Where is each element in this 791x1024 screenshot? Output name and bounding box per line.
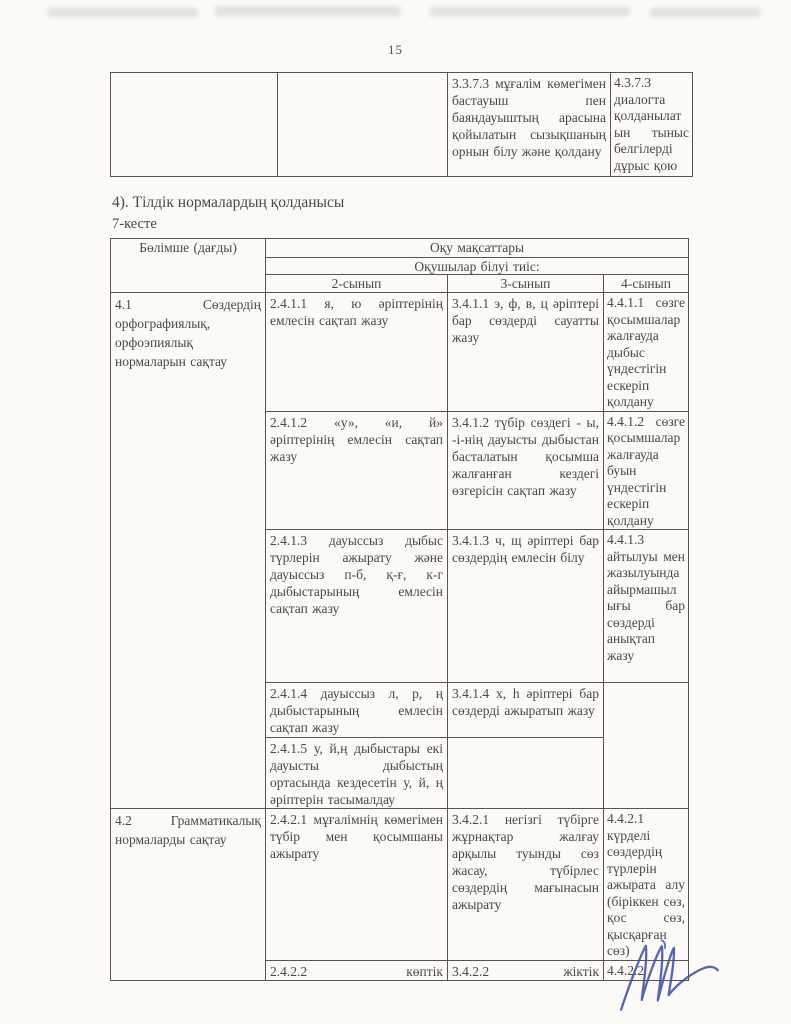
empty-cell (111, 73, 278, 177)
header-grade-2: 2-сынып (266, 275, 448, 293)
header-must-know: Оқушылар білуі тиіс: (266, 258, 689, 275)
goal-cell-3412: 3.4.1.2 түбір сөздегі - ы, -і-нің дауысты дыбыстан басталатын қосымша жалғанған кездегі өзгерісін сақтап жазу (448, 411, 604, 530)
scan-artifact (215, 6, 400, 16)
empty-cell (278, 73, 448, 177)
goal-cell-2412: 2.4.1.2 «у», «и, й» әріптерінің емлесін сақтап жазу (266, 411, 448, 530)
goal-cell-2415: 2.4.1.5 у, й,ң дыбыстары екі дауысты дыбыстың ортасында кездесетін у, й, ң әріптерін тасымалдау (266, 738, 448, 809)
header-goals: Оқу мақсаттары (266, 239, 689, 258)
section-heading: 4). Тілдік нормалардың қолданысы (112, 194, 345, 211)
goal-code: 3.4.2.2 (452, 963, 490, 979)
goal-cell-4411: 4.4.1.1 сөзге қосымшалар жалғауда дыбыс үндестігін ескеріп қолдану (604, 293, 689, 412)
scan-artifact (48, 8, 198, 17)
page-number: 15 (388, 42, 403, 57)
goal-word: жіктік (563, 963, 599, 979)
empty-cell (604, 683, 689, 809)
goal-cell-2421: 2.4.2.1 мұғалімнің көмегімен түбір мен қосымшаны ажырату (266, 809, 448, 961)
empty-cell (448, 738, 604, 809)
header-grade-4: 4-сынып (604, 275, 689, 293)
goal-word: көптік (406, 963, 443, 979)
goal-cell-4421: 4.4.2.1 күрделі сөздердің түрлерін ажырата алу (біріккен сөз, қос сөз, қысқарған сөз) (604, 809, 689, 961)
subsection-4-1-label: 4.1 Сөздердің орфографиялық, орфоэпиялық нормаларын сақтау (111, 293, 266, 809)
header-grade-3: 3-сынып (448, 275, 604, 293)
goal-code: 2.4.2.2 (270, 963, 308, 979)
goal-cell-3373: 3.3.7.3 мұғалім көмегімен бастауыш пен баяндауыштың арасына қойылатын сызықшаның орнын білу және қолдану (448, 73, 611, 177)
scan-artifact (430, 7, 630, 16)
goal-cell-4413: 4.4.1.3 айтылуы мен жазылуында айырмашыл ығы бар сөздерді анықтап жазу (604, 530, 689, 683)
signature (609, 934, 732, 1020)
goal-cell-3413: 3.4.1.3 ч, щ әріптері бар сөздердің емлесін білу (448, 530, 604, 683)
goal-cell-2414: 2.4.1.4 дауыссыз л, р, ң дыбыстарының емлесін сақтап жазу (266, 683, 448, 738)
goal-cell-2422 (266, 960, 448, 980)
goal-cell-4422: 4.4.2.2 (604, 960, 689, 980)
goal-cell-2413: 2.4.1.3 дауыссыз дыбыс түрлерін ажырату және дауыссыз п-б, қ-ғ, к-г дыбыстарының емлесін сақтап жазу (266, 530, 448, 683)
goal-cell-3411: 3.4.1.1 э, ф, в, ц әріптері бар сөздерді сауатты жазу (448, 293, 604, 412)
goal-cell-3421: 3.4.2.1 негізгі түбірге жұрнақтар жалғау арқылы туынды сөз жасау, түбірлес сөздердің мағынасын ажырату (448, 809, 604, 961)
scan-artifact (650, 8, 760, 17)
goal-cell-4412: 4.4.1.2 сөзге қосымшалар жалғауда буын үндестігін ескеріп қолдану (604, 411, 689, 530)
curriculum-table (110, 238, 689, 981)
header-subsection: Бөлімше (дағды) (111, 239, 266, 293)
goal-cell-2411: 2.4.1.1 я, ю әріптерінің емлесін сақтап жазу (266, 293, 448, 412)
goal-cell-3422 (448, 960, 604, 980)
continuation-table (110, 72, 693, 177)
goal-cell-4373: 4.3.7.3 диалогта қолданылат ын тыныс белгілерді дұрыс қою (611, 73, 693, 177)
table-label: 7-кесте (112, 216, 157, 232)
goal-cell-3414: 3.4.1.4 х, h әріптері бар сөздерді ажыратып жазу (448, 683, 604, 738)
subsection-4-2-label: 4.2 Грамматикалық нормаларды сақтау (111, 809, 266, 981)
